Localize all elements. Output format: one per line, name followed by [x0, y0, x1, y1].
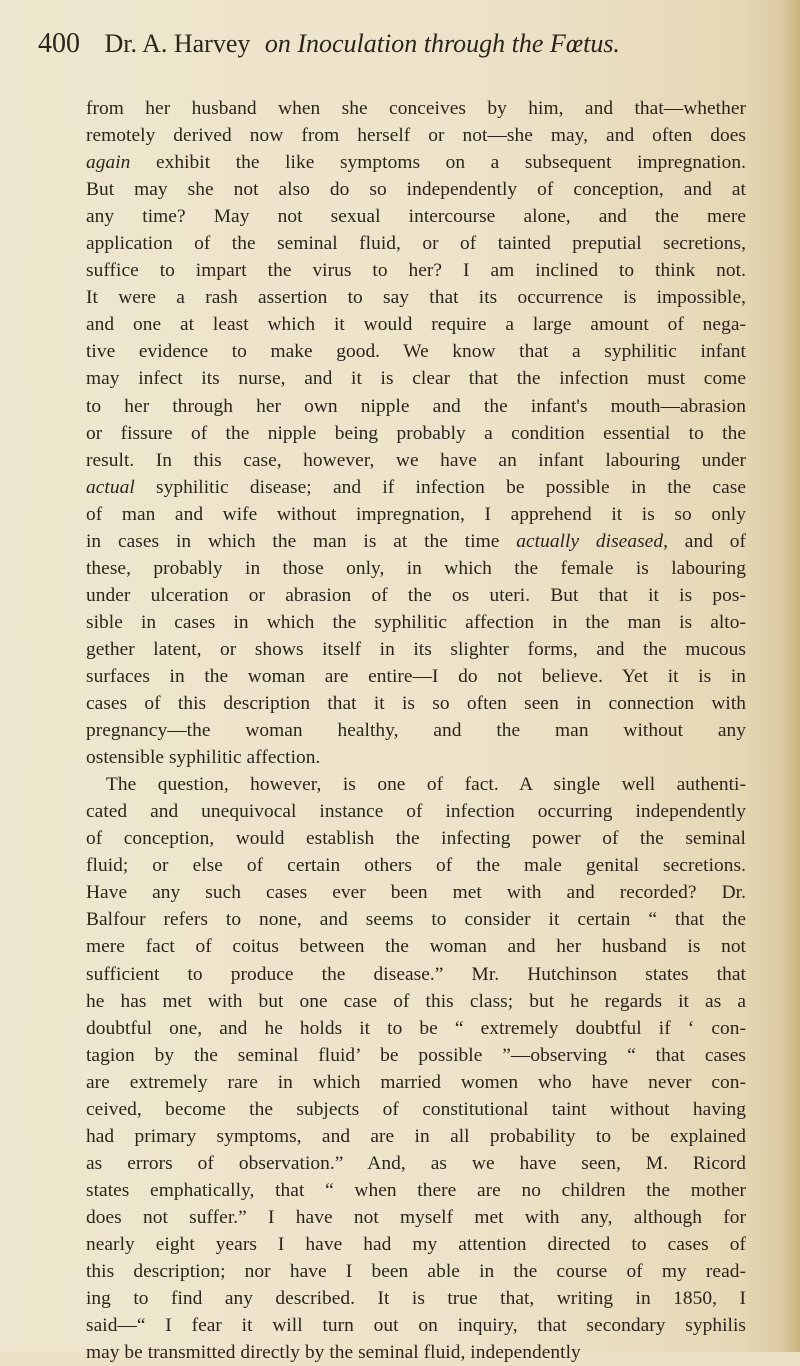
text-segment: ostensible syphilitic affection.	[86, 747, 321, 769]
text-segment: surfaces in the woman are entire—I do not believe. Yet it is in	[86, 665, 746, 687]
text-line	[86, 717, 746, 744]
text-line	[86, 744, 746, 771]
text-segment: does not suffer.” I have not myself met with any, although for	[86, 1206, 746, 1228]
text-segment: application of the seminal fluid, or of tainted preputial secretions,	[86, 233, 746, 255]
header-connector: on	[264, 29, 291, 58]
text-line	[86, 311, 746, 338]
text-line	[86, 771, 746, 798]
italic-text: again	[86, 152, 131, 174]
text-line	[86, 1015, 746, 1042]
text-line	[86, 176, 746, 203]
text-line	[86, 284, 746, 311]
text-line	[86, 474, 746, 501]
text-segment: or fissure of the nipple being probably a condition essential to the	[86, 422, 746, 444]
text-line	[86, 1231, 746, 1258]
text-line	[86, 1312, 746, 1339]
text-line	[86, 961, 746, 988]
text-segment: ceived, become the subjects of constitutional taint without having	[86, 1098, 746, 1120]
text-segment: cated and unequivocal instance of infection occurring independently	[86, 801, 746, 823]
text-segment: sible in cases in which the syphilitic affection in the man is alto-	[86, 611, 746, 633]
text-line	[86, 879, 746, 906]
text-segment: remotely derived now from herself or not—she may, and often does	[86, 125, 746, 147]
text-segment: are extremely rare in which married women who have never con-	[86, 1071, 746, 1093]
text-segment: nearly eight years I have had my attention directed to cases of	[86, 1233, 746, 1255]
text-line	[86, 393, 746, 420]
text-line	[86, 933, 746, 960]
text-line	[86, 95, 746, 122]
text-line	[86, 1258, 746, 1285]
text-line	[86, 528, 746, 555]
text-line	[86, 122, 746, 149]
text-segment: to her through her own nipple and the infant's mouth—abrasion	[86, 395, 746, 417]
text-segment: But may she not also do so independently of conception, and at	[86, 179, 746, 201]
text-line	[86, 420, 746, 447]
text-segment: mere fact of coitus between the woman and her husband is not	[86, 936, 746, 958]
body-text	[86, 95, 746, 1366]
text-segment: doubtful one, and he holds it to be “ extremely doubtful if ‘ con-	[86, 1017, 746, 1039]
paragraph-2	[86, 771, 746, 1366]
header-author: Dr. A. Harvey	[104, 29, 251, 58]
text-segment: It were a rash assertion to say that its occurrence is impossible,	[86, 287, 746, 309]
running-head	[38, 24, 758, 64]
text-segment: , and of	[663, 530, 747, 552]
text-line	[86, 1123, 746, 1150]
text-segment: from her husband when she conceives by him, and that—whether	[86, 98, 746, 119]
text-line	[86, 338, 746, 365]
text-line	[86, 825, 746, 852]
text-line	[86, 663, 746, 690]
text-segment: may be transmitted directly by the seminal fluid, independently	[86, 1342, 581, 1364]
text-segment: The question, however, is one of fact. A single well authenti-	[106, 774, 746, 796]
text-line	[86, 798, 746, 825]
text-line	[86, 149, 746, 176]
text-segment: of man and wife without impregnation, I apprehend it is so only	[86, 503, 746, 525]
text-segment: pregnancy—the woman healthy, and the man without any	[86, 720, 746, 742]
text-segment: said—“ I fear it will turn out on inquiry, that secondary syphilis	[86, 1315, 746, 1337]
text-segment: syphilitic disease; and if infection be possible in the case	[134, 476, 746, 498]
text-line	[86, 609, 746, 636]
text-line	[86, 1285, 746, 1312]
text-line	[86, 447, 746, 474]
text-line	[86, 988, 746, 1015]
italic-text: actually diseased	[516, 530, 664, 552]
text-segment: Balfour refers to none, and seems to consider it certain “ that the	[86, 909, 746, 931]
text-line	[86, 1150, 746, 1177]
text-segment: exhibit the like symptoms on a subsequent impregnation.	[130, 152, 746, 174]
text-line	[86, 1096, 746, 1123]
text-line	[86, 203, 746, 230]
text-segment: sufficient to produce the disease.” Mr. Hutchinson states that	[86, 963, 746, 985]
page-edge-shadow	[782, 0, 800, 1352]
italic-text: actual	[86, 476, 135, 498]
text-line	[86, 852, 746, 879]
text-line	[86, 1339, 746, 1366]
text-segment: he has met with but one case of this class; but he regards it as a	[86, 990, 746, 1012]
text-line	[86, 1069, 746, 1096]
text-line	[86, 501, 746, 528]
text-segment: states emphatically, that “ when there are no children the mother	[86, 1179, 746, 1201]
text-segment: suffice to impart the virus to her? I am inclined to think not.	[86, 260, 746, 282]
text-segment: fluid; or else of certain others of the male genital secretions.	[86, 855, 746, 877]
text-line	[86, 906, 746, 933]
text-line	[86, 230, 746, 257]
paragraph-1	[86, 95, 746, 771]
text-segment: of conception, would establish the infecting power of the seminal	[86, 828, 746, 850]
text-line	[86, 1042, 746, 1069]
text-line	[86, 636, 746, 663]
text-line	[86, 582, 746, 609]
text-segment: had primary symptoms, and are in all probability to be explained	[86, 1125, 746, 1147]
text-line	[86, 257, 746, 284]
text-segment: as errors of observation.” And, as we have seen, M. Ricord	[86, 1152, 746, 1174]
text-segment: result. In this case, however, we have an infant labouring under	[86, 449, 746, 471]
text-segment: this description; nor have I been able in the course of my read-	[86, 1261, 746, 1283]
text-line	[86, 690, 746, 717]
page-number: 400	[38, 28, 80, 59]
text-segment: these, probably in those only, in which the female is labouring	[86, 557, 746, 579]
text-segment: in cases in which the man is at the time	[86, 530, 517, 552]
text-segment: ing to find any described. It is true that, writing in 1850, I	[86, 1288, 746, 1310]
text-line	[86, 1177, 746, 1204]
header-title: Inoculation through the Fœtus.	[297, 29, 620, 58]
text-line	[86, 1204, 746, 1231]
text-segment: cases of this description that it is so often seen in connection with	[86, 693, 746, 715]
text-segment: tive evidence to make good. We know that a syphilitic infant	[86, 341, 746, 363]
text-segment: under ulceration or abrasion of the os uteri. But that it is pos-	[86, 584, 746, 606]
text-segment: may infect its nurse, and it is clear that the infection must come	[86, 368, 746, 390]
text-line	[86, 365, 746, 392]
text-line	[86, 555, 746, 582]
text-segment: gether latent, or shows itself in its slighter forms, and the mucous	[86, 638, 746, 660]
text-segment: Have any such cases ever been met with and recorded? Dr.	[86, 882, 746, 904]
text-segment: and one at least which it would require a large amount of nega-	[86, 314, 746, 336]
text-segment: tagion by the seminal fluid’ be possible ”—observing “ that cases	[86, 1044, 746, 1066]
text-segment: any time? May not sexual intercourse alone, and the mere	[86, 206, 746, 228]
